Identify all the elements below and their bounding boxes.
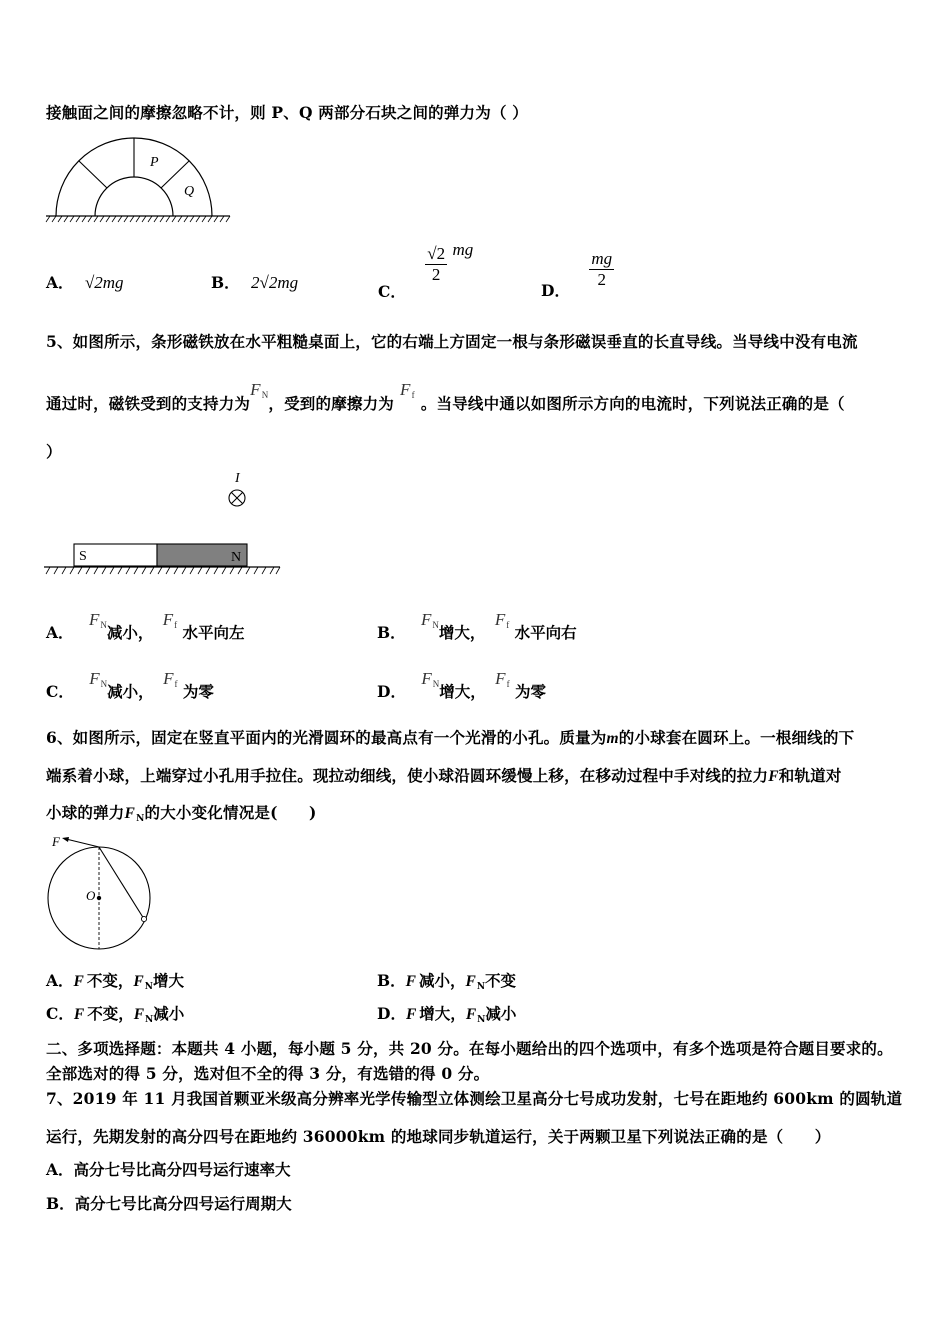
q5-option-b[interactable]: B． $F_N$增大， $F_f$ 水平向右 (377, 610, 577, 642)
q4-option-b[interactable]: B． 2√2mg (211, 273, 299, 292)
q4-option-d[interactable]: D． $\frac{mg}{2}$ (541, 249, 613, 300)
q4-stem: 接触面之间的摩擦忽略不计，则 P、Q 两部分石块之间的弹力为（ ） (46, 103, 528, 122)
q5-option-d[interactable]: D． $F_N$增大， $F_f$ 为零 (377, 669, 546, 701)
q5-line1: 5、如图所示，条形磁铁放在水平粗糙桌面上，它的右端上方固定一根与条形磁误垂直的长直导线。当导线中没有电流 (46, 332, 858, 351)
q6-option-c[interactable]: C．F 不变，$F_N$减小 (46, 1004, 185, 1025)
q5-option-c[interactable]: C． $F_N$减小， $F_f$ 为零 (46, 669, 214, 701)
current-label: I (235, 471, 240, 486)
pole-n: N (231, 550, 242, 565)
q6-line3: 小球的弹力$F_N$的大小变化情况是( ) (46, 803, 317, 824)
q4-option-c[interactable]: C． $\frac{√2}{2}$ mg (378, 239, 474, 301)
q6-option-d[interactable]: D．F 增大，$F_N$减小 (377, 1004, 517, 1025)
section2-heading-line1: 二、多项选择题：本题共 4 小题，每小题 5 分，共 20 分。在每小题给出的四个选项中，有多个选项是符合题目要求的。 (46, 1039, 893, 1058)
q7-option-a[interactable]: A．高分七号比高分四号运行速率大 (46, 1160, 291, 1179)
q7-line1: 7、2019 年 11 月我国首颗亚米级高分辨率光学传输型立体测绘卫星高分七号成功发射，七号在距地约 600km 的圆轨道 (46, 1089, 903, 1108)
q6-option-a[interactable]: A．F 不变，$F_N$增大 (46, 971, 184, 992)
q4-option-a[interactable]: A． √2mg (46, 273, 124, 292)
section2-heading-line2: 全部选对的得 5 分，选对但不全的得 3 分，有选错的得 0 分。 (46, 1064, 490, 1083)
ball-icon (141, 916, 146, 921)
q5-line2: 通过时，磁铁受到的支持力为$F_N$，受到的摩擦力为$F_f$ 。当导线中通以如图所示方向的电流时，下列说法正确的是（ (46, 380, 845, 413)
center-label: O (86, 888, 96, 903)
current-into-page-icon (229, 490, 245, 506)
magnet-figure (44, 470, 284, 578)
q7-line2: 运行，先期发射的高分四号在距地约 36000km 的地球同步轨道运行，关于两颗卫星下列说法正确的是（ ） (46, 1127, 831, 1146)
arch-stone-figure (44, 134, 236, 226)
force-label: F (52, 834, 60, 849)
q6-option-b[interactable]: B．F 减小，$F_N$不变 (377, 971, 517, 992)
q5-option-a[interactable]: A． $F_N$减小， $F_f$ 水平向左 (46, 610, 245, 642)
label-p: P (150, 155, 159, 170)
q6-line1: 6、如图所示，固定在竖直平面内的光滑圆环的最高点有一个光滑的小孔。质量为m的小球套在圆环上。一根细线的下 (46, 728, 855, 747)
label-q: Q (184, 184, 195, 199)
ring-figure (42, 832, 158, 956)
q6-line2: 端系着小球，上端穿过小孔用手拉住。现拉动细线，使小球沿圆环缓慢上移，在移动过程中手对线的拉力F和轨道对 (46, 766, 842, 785)
q7-option-b[interactable]: B．高分七号比高分四号运行周期大 (46, 1194, 292, 1213)
q5-line3: ） (46, 442, 62, 461)
pole-s: S (79, 549, 87, 564)
